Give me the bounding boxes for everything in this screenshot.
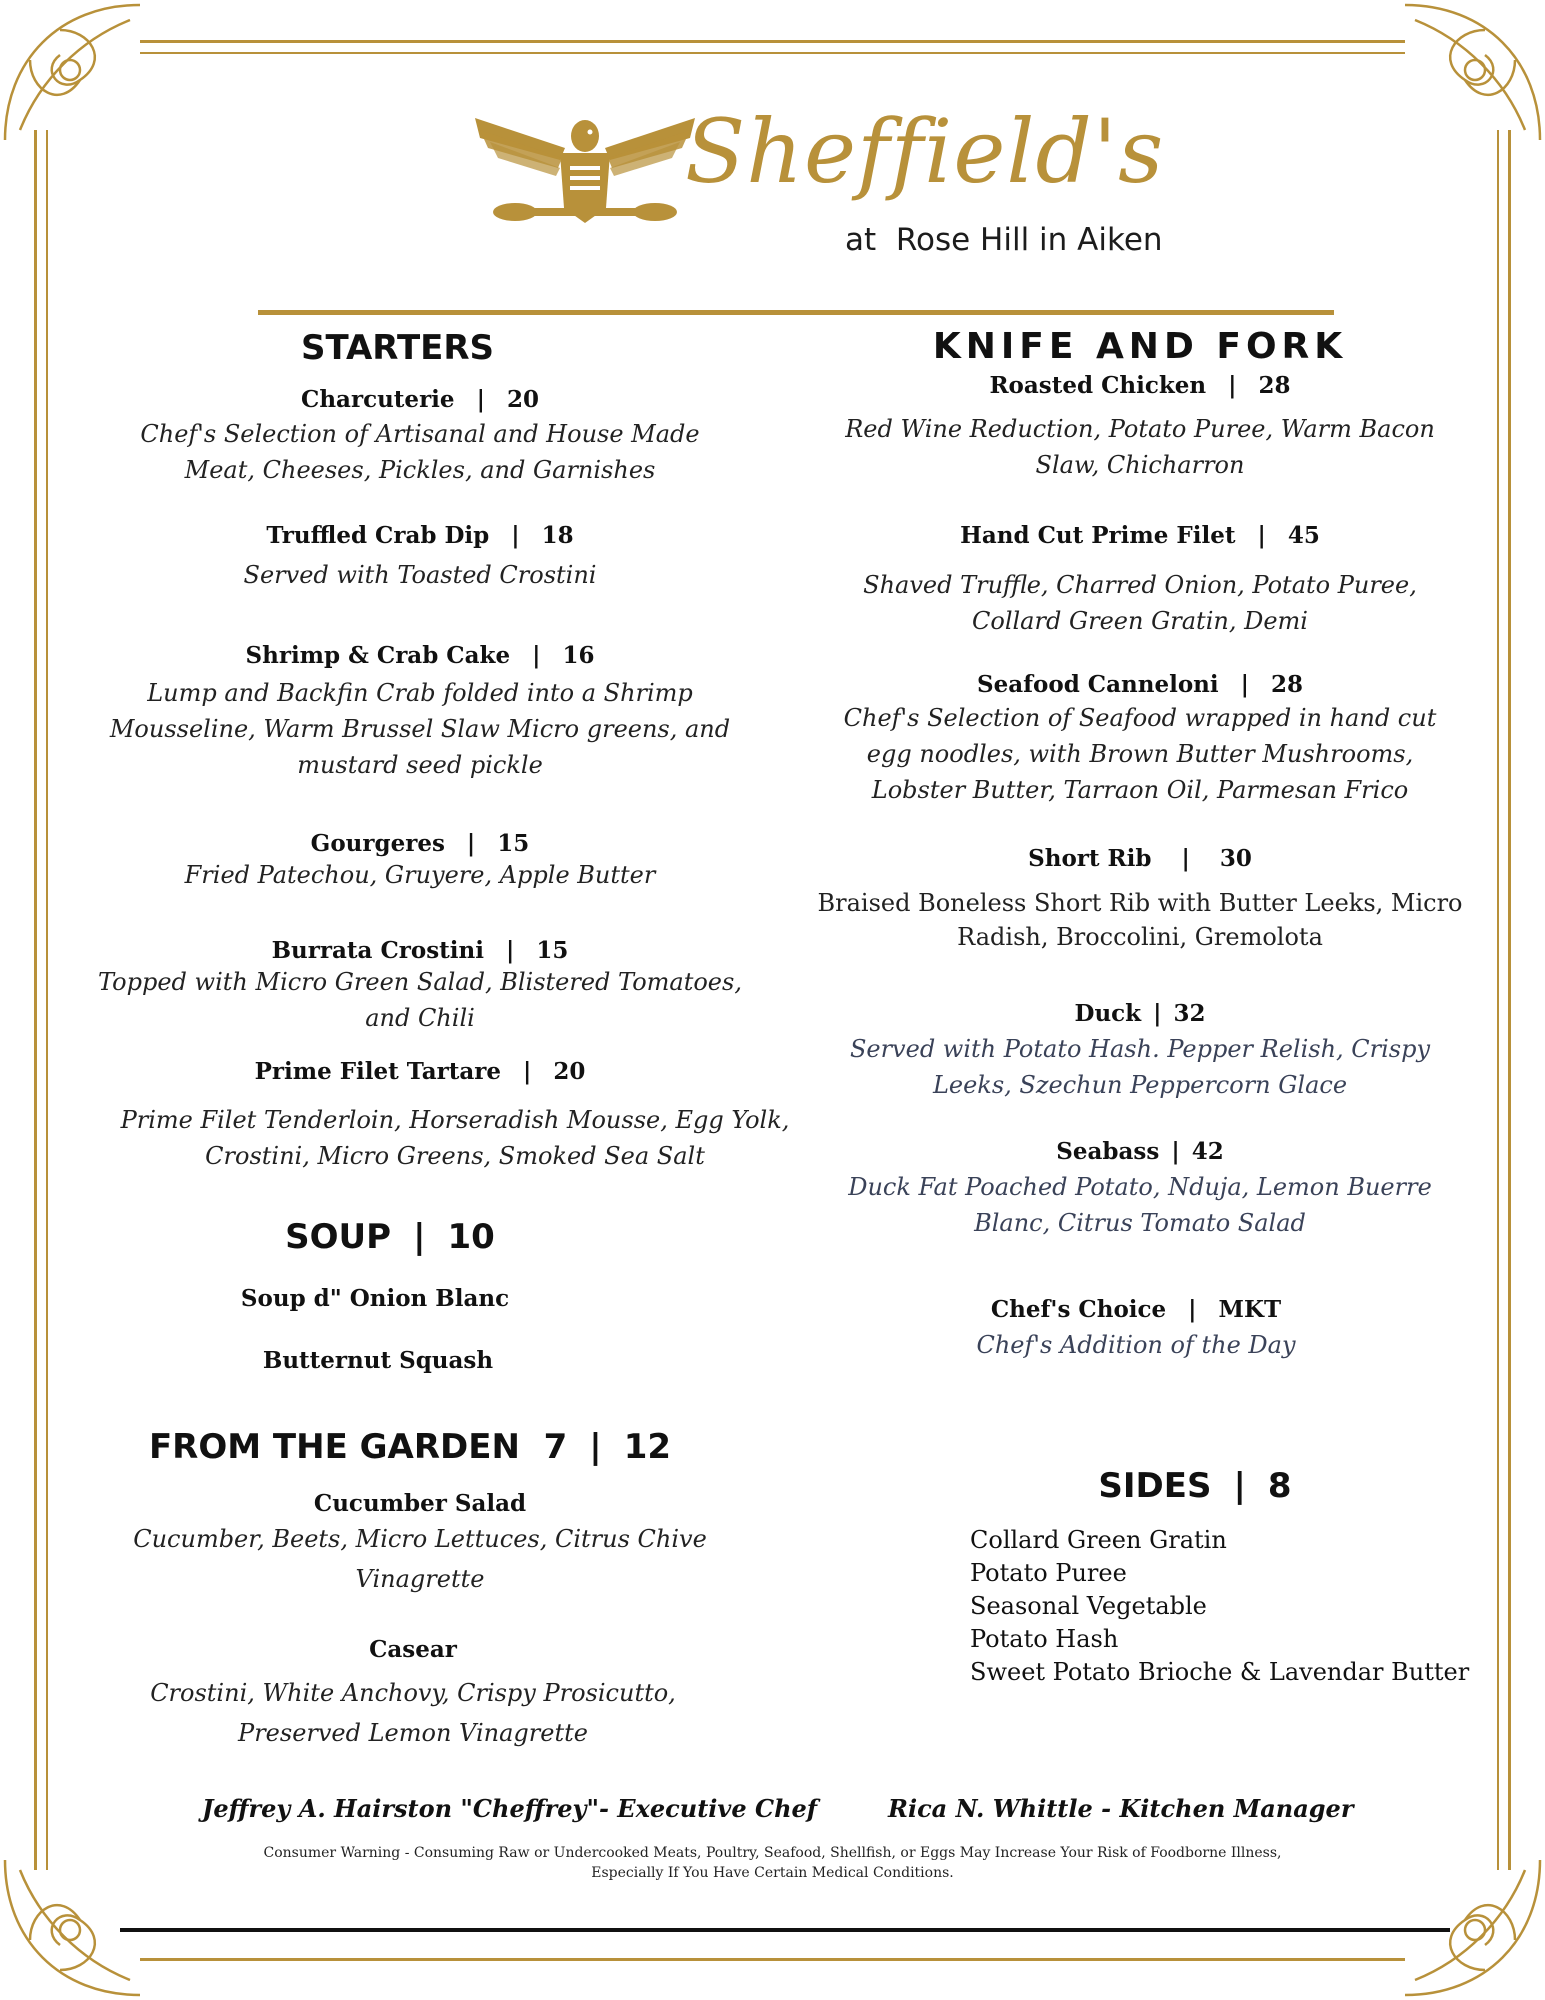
item-title: Seabass | 42 — [1056, 1138, 1224, 1165]
item-title: Gourgeres | 15 — [310, 830, 530, 857]
frame-top-line — [140, 40, 1405, 43]
item-desc: Lump and Backfin Crab folded into a Shrimp Mousseline, Warm Brussel Slaw Micro greens, and mustard seed pickle — [109, 679, 731, 779]
item-title: Duck | 32 — [1074, 1000, 1206, 1027]
header-divider — [258, 310, 1334, 315]
kf-item-duck — [790, 1000, 1490, 1103]
item-title: Casear — [369, 1636, 457, 1663]
item-desc: Topped with Micro Green Salad, Blistered Tomatoes, and Chili — [98, 968, 742, 1032]
item-title: Truffled Crab Dip | 18 — [266, 522, 574, 549]
list-item: Collard Green Gratin — [970, 1526, 1227, 1554]
garden-item-cucumber — [70, 1490, 770, 1599]
frame-bottom-line — [140, 1958, 1405, 1961]
item-desc: Red Wine Reduction, Potato Puree, Warm Bacon Slaw, Chicharron — [845, 415, 1435, 479]
soup-item-onion: Soup d" Onion Blanc — [240, 1285, 510, 1312]
brand-logo-text: Sheffield's — [685, 100, 1165, 203]
item-desc: Duck Fat Poached Potato, Nduja, Lemon Buerre Blanc, Citrus Tomato Salad — [848, 1173, 1432, 1237]
frame-right-line — [1508, 130, 1511, 1870]
item-desc: Crostini, White Anchovy, Crispy Prosicutto, Preserved Lemon Vinagrette — [150, 1679, 676, 1747]
item-title: Charcuterie | 20 — [301, 386, 539, 413]
starters-item-tartare — [70, 1058, 770, 1085]
starters-heading: STARTERS — [300, 328, 495, 368]
sides-list — [970, 1524, 1470, 1689]
frame-top-line-inner — [140, 52, 1405, 54]
item-desc: Chef's Addition of the Day — [976, 1331, 1296, 1359]
item-title: Shrimp & Crab Cake | 16 — [245, 642, 595, 669]
starters-item-crab-dip — [70, 522, 770, 593]
starters-item-crab-cake — [70, 642, 770, 783]
brand-subtitle: at Rose Hill in Aiken — [845, 222, 1163, 258]
knife-fork-heading: KNIFE AND FORK — [932, 326, 1348, 367]
corner-flourish-icon — [0, 1850, 150, 2000]
item-title: Prime Filet Tartare | 20 — [254, 1058, 586, 1085]
item-desc: Served with Toasted Crostini — [243, 561, 597, 589]
frame-left-line — [34, 130, 37, 1870]
item-desc: Fried Patechou, Gruyere, Apple Butter — [184, 861, 656, 889]
starters-item-burrata — [70, 937, 770, 1036]
item-desc: Cucumber, Beets, Micro Lettuces, Citrus Chive Vinagrette — [133, 1525, 707, 1593]
garden-heading: FROM THE GARDEN 7 | 12 — [148, 1427, 672, 1467]
kf-item-seabass — [790, 1138, 1490, 1241]
soup-heading: SOUP | 10 — [285, 1217, 495, 1257]
item-desc: Served with Potato Hash. Pepper Relish, Crispy Leeks, Szechun Peppercorn Glace — [849, 1035, 1431, 1099]
corner-flourish-icon — [1395, 0, 1545, 150]
kf-item-chefs-choice — [786, 1296, 1486, 1363]
executive-chef-credit: Jeffrey A. Hairston "Cheffrey"- Executive Chef — [202, 1794, 818, 1823]
frame-bottom-black-line — [120, 1928, 1450, 1932]
item-desc: Shaved Truffle, Charred Onion, Potato Puree, Collard Green Gratin, Demi — [863, 571, 1417, 635]
item-title: Hand Cut Prime Filet | 45 — [960, 522, 1320, 549]
item-title: Chef's Choice | MKT — [990, 1296, 1282, 1323]
starters-item-gourgeres — [70, 830, 770, 893]
kf-item-short-rib — [790, 845, 1490, 954]
item-title: Short Rib | 30 — [1028, 845, 1252, 872]
frame-right-line-inner — [1497, 130, 1499, 1870]
item-desc: Braised Boneless Short Rib with Butter Leeks, Micro Radish, Broccolini, Gremolota — [817, 889, 1463, 951]
kitchen-manager-credit: Rica N. Whittle - Kitchen Manager — [888, 1794, 1354, 1823]
list-item: Potato Hash — [970, 1625, 1119, 1653]
kf-item-filet — [790, 522, 1490, 639]
corner-flourish-icon — [0, 0, 150, 150]
list-item: Potato Puree — [970, 1559, 1127, 1587]
soup-item-squash: Butternut Squash — [262, 1347, 494, 1374]
item-title: Cucumber Salad — [313, 1490, 527, 1517]
list-item: Seasonal Vegetable — [970, 1592, 1207, 1620]
list-item: Sweet Potato Brioche & Lavendar Butter — [970, 1658, 1470, 1686]
consumer-warning: Consumer Warning - Consuming Raw or Undercooked Meats, Poultry, Seafood, Shellfish, or Eggs May Increase Your Risk of Foodborne Illness, Especially If You Have Certain Medical Conditions. — [263, 1845, 1282, 1881]
starters-tartare-desc: Prime Filet Tenderloin, Horseradish Mousse, Egg Yolk, Crostini, Micro Greens, Smoked Sea Salt — [120, 1106, 790, 1170]
starters-item-charcuterie — [70, 386, 770, 488]
sides-heading: SIDES | 8 — [1098, 1466, 1292, 1506]
eagle-emblem-icon — [470, 108, 700, 238]
kf-item-canneloni — [790, 671, 1490, 808]
item-title: Seafood Canneloni | 28 — [976, 671, 1304, 698]
corner-flourish-icon — [1395, 1850, 1545, 2000]
kf-item-chicken — [790, 372, 1490, 483]
item-desc: Chef's Selection of Artisanal and House Made Meat, Cheeses, Pickles, and Garnishes — [140, 420, 700, 484]
frame-left-line-inner — [46, 130, 48, 1870]
garden-item-casear — [63, 1636, 763, 1753]
item-desc: Chef's Selection of Seafood wrapped in hand cut egg noodles, with Brown Butter Mushrooms, Lobster Butter, Tarraon Oil, Parmesan Frico — [843, 704, 1437, 804]
item-title: Burrata Crostini | 15 — [271, 937, 569, 964]
item-title: Roasted Chicken | 28 — [989, 372, 1291, 399]
